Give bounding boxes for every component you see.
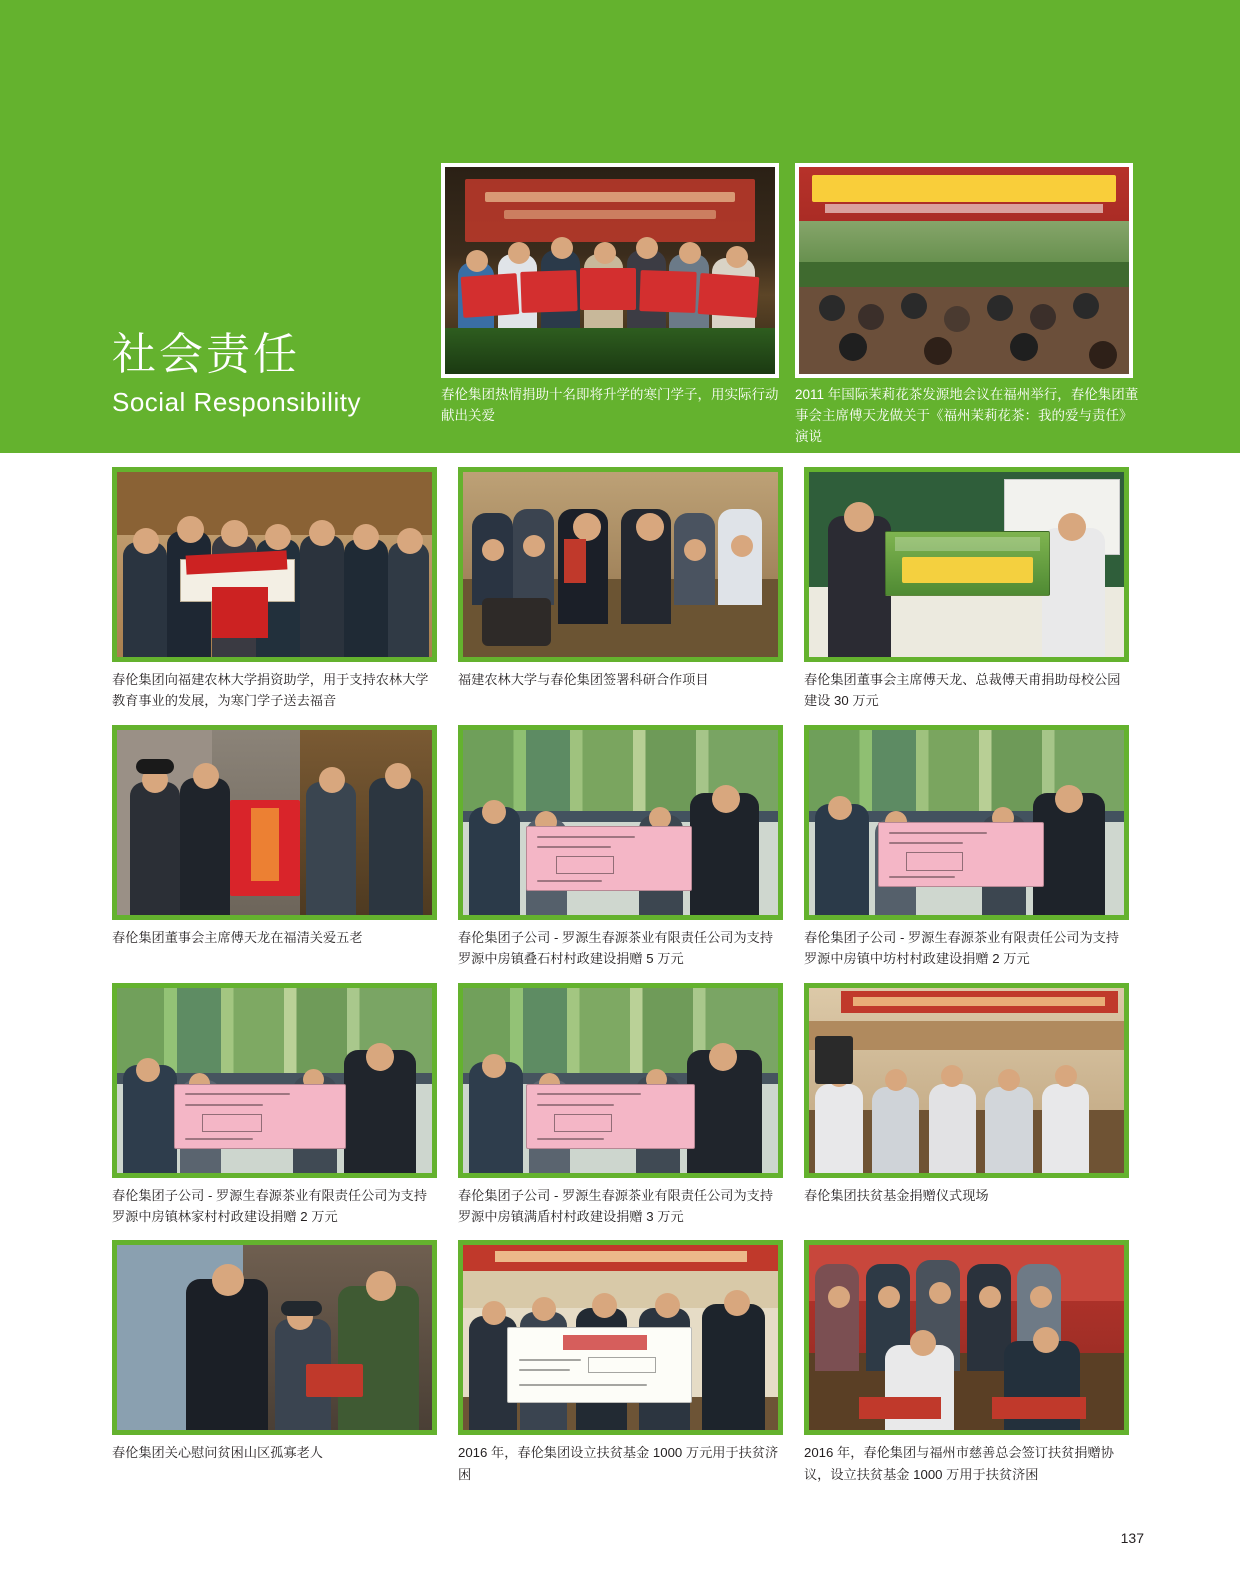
grid-item	[458, 1240, 783, 1485]
grid-item	[112, 467, 437, 712]
grid-item	[458, 725, 783, 970]
photo-grid	[112, 467, 1128, 1498]
photo-caption: 春伦集团董事会主席傅天龙在福清关爱五老	[112, 929, 363, 945]
photo-caption: 2016 年，春伦集团设立扶贫基金 1000 万元用于扶贫济困	[458, 1445, 779, 1482]
grid-item	[458, 983, 783, 1228]
photo-caption: 春伦集团关心慰问贫困山区孤寡老人	[112, 1445, 323, 1461]
photo-luoyuan-zhongfang-village-donation	[804, 725, 1129, 920]
page-title: 社会责任	[112, 330, 300, 379]
photo-caption: 福建农林大学与春伦集团签署科研合作项目	[458, 672, 709, 687]
photo-poverty-fund-ceremony-site	[804, 983, 1129, 1178]
grid-item	[112, 983, 437, 1228]
page-number: 137	[1120, 1530, 1144, 1546]
grid-item	[804, 1240, 1129, 1485]
photo-scholarship-ceremony	[441, 163, 779, 378]
page-title-block	[112, 330, 361, 418]
grid-item	[458, 467, 783, 712]
photo-visiting-poor-elderly	[112, 1240, 437, 1435]
photo-luoyuan-linjia-village-donation	[112, 983, 437, 1178]
photo-grid-row	[112, 467, 1128, 712]
photo-caption: 春伦集团向福建农林大学捐资助学，用于支持农林大学教育事业的发展，为寒门学子送去福音	[112, 672, 429, 709]
photo-grid-row	[112, 983, 1128, 1228]
photo-poverty-fund-established-2016	[458, 1240, 783, 1435]
photo-alma-mater-park-donation	[804, 467, 1129, 662]
photo-caption: 2016 年，春伦集团与福州市慈善总会签订扶贫捐赠协议，设立扶贫基金 1000 万用于扶贫济困	[804, 1445, 1114, 1482]
grid-item	[804, 467, 1129, 712]
photo-caption: 春伦集团子公司 - 罗源生春源茶业有限责任公司为支持罗源中房镇满盾村村政建设捐赠 3 万元	[458, 1187, 774, 1224]
photo-luoyuan-dieshi-village-donation	[458, 725, 783, 920]
photo-charity-agreement-signing-2016	[804, 1240, 1129, 1435]
photo-caption: 春伦集团扶贫基金捐赠仪式现场	[804, 1187, 989, 1203]
photo-jasmine-tea-conference-caption: 2011 年国际茉莉花茶发源地会议在福州举行，春伦集团董事会主席傅天龙做关于《福州茉莉花茶：我的爱与责任》演说	[795, 387, 1139, 444]
photo-scholarship-ceremony-caption: 春伦集团热情捐助十名即将升学的寒门学子，用实际行动献出关爱	[441, 387, 779, 423]
photo-caring-for-elderly-fuqing	[112, 725, 437, 920]
photo-caption: 春伦集团子公司 - 罗源生春源茶业有限责任公司为支持罗源中房镇中坊村村政建设捐赠 2 万元	[804, 929, 1120, 967]
grid-item	[112, 725, 437, 970]
photo-donation-fujian-agri-university	[112, 467, 437, 662]
photo-caption: 春伦集团董事会主席傅天龙、总裁傅天甫捐助母校公园建设 30 万元	[804, 672, 1121, 709]
grid-item	[804, 983, 1129, 1228]
photo-research-cooperation-signing	[458, 467, 783, 662]
grid-item	[112, 1240, 437, 1485]
photo-caption: 春伦集团子公司 - 罗源生春源茶业有限责任公司为支持罗源中房镇林家村村政建设捐赠 2 万元	[112, 1187, 428, 1224]
photo-caption: 春伦集团子公司 - 罗源生春源茶业有限责任公司为支持罗源中房镇叠石村村政建设捐赠 5 万元	[458, 929, 774, 967]
grid-item	[804, 725, 1129, 970]
photo-grid-row	[112, 725, 1128, 970]
photo-jasmine-tea-conference	[795, 163, 1133, 378]
photo-luoyuan-mandun-village-donation	[458, 983, 783, 1178]
page-subtitle: Social Responsibility	[112, 386, 361, 417]
photo-grid-row	[112, 1240, 1128, 1485]
header-band	[0, 0, 1240, 453]
